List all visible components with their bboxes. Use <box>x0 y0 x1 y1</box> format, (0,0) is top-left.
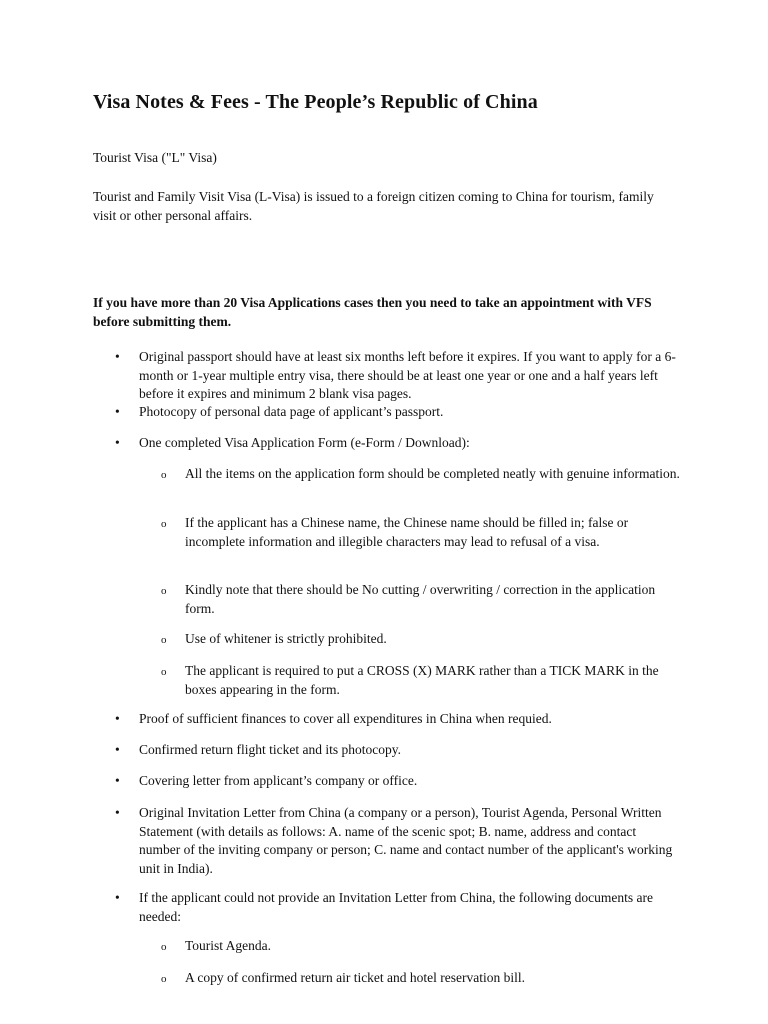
intro-paragraph: Tourist and Family Visit Visa (L-Visa) is issued to a foreign citizen coming to China for tourism, family visit or other personal affairs. <box>93 189 654 223</box>
sub-list-item-text: Kindly note that there should be No cutting / overwriting / correction in the application form. <box>185 582 656 616</box>
bullet-marker: • <box>115 435 120 450</box>
sub-list-item-text: If the applicant has a Chinese name, the Chinese name should be filled in; false or incomplete information and illegible characters may lead to refusal of a visa. <box>185 515 629 549</box>
appointment-notice: If you have more than 20 Visa Applications cases then you need to take an appointment with VFS before submitting them. <box>93 295 652 329</box>
sub-list-item <box>161 937 685 956</box>
sub-bullet-marker: o <box>161 973 167 985</box>
bullet-marker: • <box>115 404 120 419</box>
sub-list-item-text: All the items on the application form should be completed neatly with genuine information. <box>185 466 680 481</box>
sub-bullet-marker: o <box>161 941 167 953</box>
sub-bullet-marker: o <box>161 469 167 481</box>
bullet-marker: • <box>115 349 120 364</box>
bullet-marker: • <box>115 805 120 820</box>
sub-list-item <box>161 514 685 551</box>
visa-type-heading: Tourist Visa ("L" Visa) <box>93 150 217 165</box>
list-item <box>115 403 679 422</box>
page-title: Visa Notes & Fees - The People’s Republic of China <box>93 91 538 113</box>
sub-list-item-text: A copy of confirmed return air ticket and hotel reservation bill. <box>185 970 526 985</box>
list-item-text: Original passport should have at least six months left before it expires. If you want to apply for a 6-month or 1-year multiple entry visa, there should be at least one year or one and a half years left before it expires and minimum 2 blank visa pages. <box>139 349 676 401</box>
bullet-marker: • <box>115 711 120 726</box>
list-item <box>115 889 679 926</box>
sub-bullet-marker: o <box>161 518 167 530</box>
sub-list-item-text: The applicant is required to put a CROSS (X) MARK rather than a TICK MARK in the boxes appearing in the form. <box>185 663 659 697</box>
list-item-text: Photocopy of personal data page of applicant’s passport. <box>139 404 444 419</box>
list-item-text: One completed Visa Application Form (e-Form / Download): <box>139 435 470 450</box>
list-item-text: If the applicant could not provide an Invitation Letter from China, the following documents are needed: <box>139 890 653 924</box>
sub-list-item-text: Use of whitener is strictly prohibited. <box>185 631 387 646</box>
list-item-text: Proof of sufficient finances to cover all expenditures in China when requied. <box>139 711 552 726</box>
sub-list-item-text: Tourist Agenda. <box>185 938 272 953</box>
sub-list-item <box>161 969 685 988</box>
sub-list-item <box>161 630 685 649</box>
sub-bullet-marker: o <box>161 666 167 678</box>
list-item <box>115 772 679 791</box>
sub-bullet-marker: o <box>161 585 167 597</box>
list-item <box>115 710 679 729</box>
sub-list-item <box>161 465 685 484</box>
list-item-text: Confirmed return flight ticket and its photocopy. <box>139 742 401 757</box>
bullet-marker: • <box>115 742 120 757</box>
list-item-text: Covering letter from applicant’s company or office. <box>139 773 418 788</box>
bullet-marker: • <box>115 773 120 788</box>
list-item-text: Original Invitation Letter from China (a company or a person), Tourist Agenda, Personal Written Statement (with details as follows: A. name of the scenic spot; B. name, address and contact number of the inviting company or person; C. name and contact number of the applicant's working unit in India). <box>139 805 673 876</box>
bullet-marker: • <box>115 890 120 905</box>
list-item <box>115 741 679 760</box>
list-item <box>115 434 679 453</box>
list-item <box>115 804 679 878</box>
sub-list-item <box>161 581 685 618</box>
list-item <box>115 348 679 404</box>
sub-list-item <box>161 662 685 699</box>
sub-bullet-marker: o <box>161 634 167 646</box>
